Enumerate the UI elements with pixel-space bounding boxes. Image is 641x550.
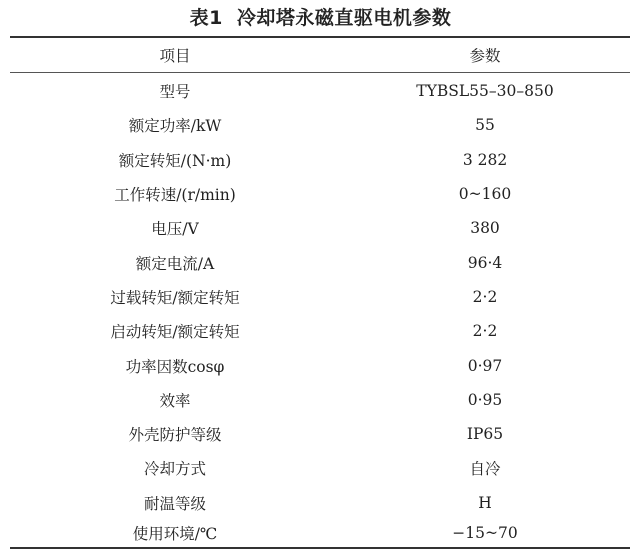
table-title: 冷却塔永磁直驱电机参数	[236, 7, 452, 29]
row-value: 380	[470, 219, 500, 238]
table-row	[10, 143, 630, 177]
row-item: 启动转矩/额定转矩	[110, 323, 240, 342]
row-item: 工作转速/(r/min)	[114, 186, 236, 205]
row-item: 冷却方式	[143, 460, 206, 479]
row-item: 电压/V	[151, 220, 199, 239]
row-item: 耐温等级	[143, 494, 206, 513]
table-bottom-rule	[10, 547, 630, 549]
row-item: 效率	[159, 391, 191, 410]
row-value: 2·2	[472, 287, 498, 306]
row-value: 96·4	[467, 253, 503, 272]
table-row	[10, 417, 630, 451]
row-item: 额定电流/A	[135, 254, 215, 273]
table-caption	[0, 4, 641, 32]
row-value: 2·2	[472, 322, 498, 341]
row-value: IP65	[466, 425, 504, 444]
table-row	[10, 177, 630, 211]
row-item: 额定功率/kW	[128, 117, 222, 136]
table-row	[10, 314, 630, 348]
table-row	[10, 108, 630, 142]
row-value: −15~70	[452, 524, 518, 543]
row-item: 使用环境/℃	[132, 525, 218, 544]
row-value: 0~160	[458, 185, 512, 204]
row-value: 自冷	[469, 460, 501, 479]
table-header-rule	[10, 72, 630, 73]
row-item: 型号	[159, 83, 191, 102]
table-row	[10, 280, 630, 314]
table-row	[10, 486, 630, 520]
row-item: 过载转矩/额定转矩	[110, 288, 240, 307]
header-parameter: 参数	[469, 47, 501, 65]
row-item: 外壳防护等级	[128, 426, 222, 445]
row-value: H	[478, 493, 492, 512]
table-number: 表1	[189, 7, 223, 29]
row-value: 3 282	[462, 150, 508, 169]
row-value: TYBSL55–30–850	[416, 82, 554, 101]
row-value: 0·97	[467, 356, 503, 375]
table-header-row	[10, 38, 630, 72]
row-item: 功率因数cosφ	[125, 357, 225, 376]
table-row	[10, 74, 630, 108]
table-row	[10, 348, 630, 382]
table-row	[10, 383, 630, 417]
row-item: 额定转矩/(N·m)	[118, 151, 232, 170]
row-value: 55	[475, 116, 495, 135]
table-row	[10, 451, 630, 485]
table-row	[10, 211, 630, 245]
header-item: 项目	[159, 47, 191, 65]
row-value: 0·95	[467, 390, 503, 409]
table-row	[10, 520, 630, 547]
table-row	[10, 246, 630, 280]
